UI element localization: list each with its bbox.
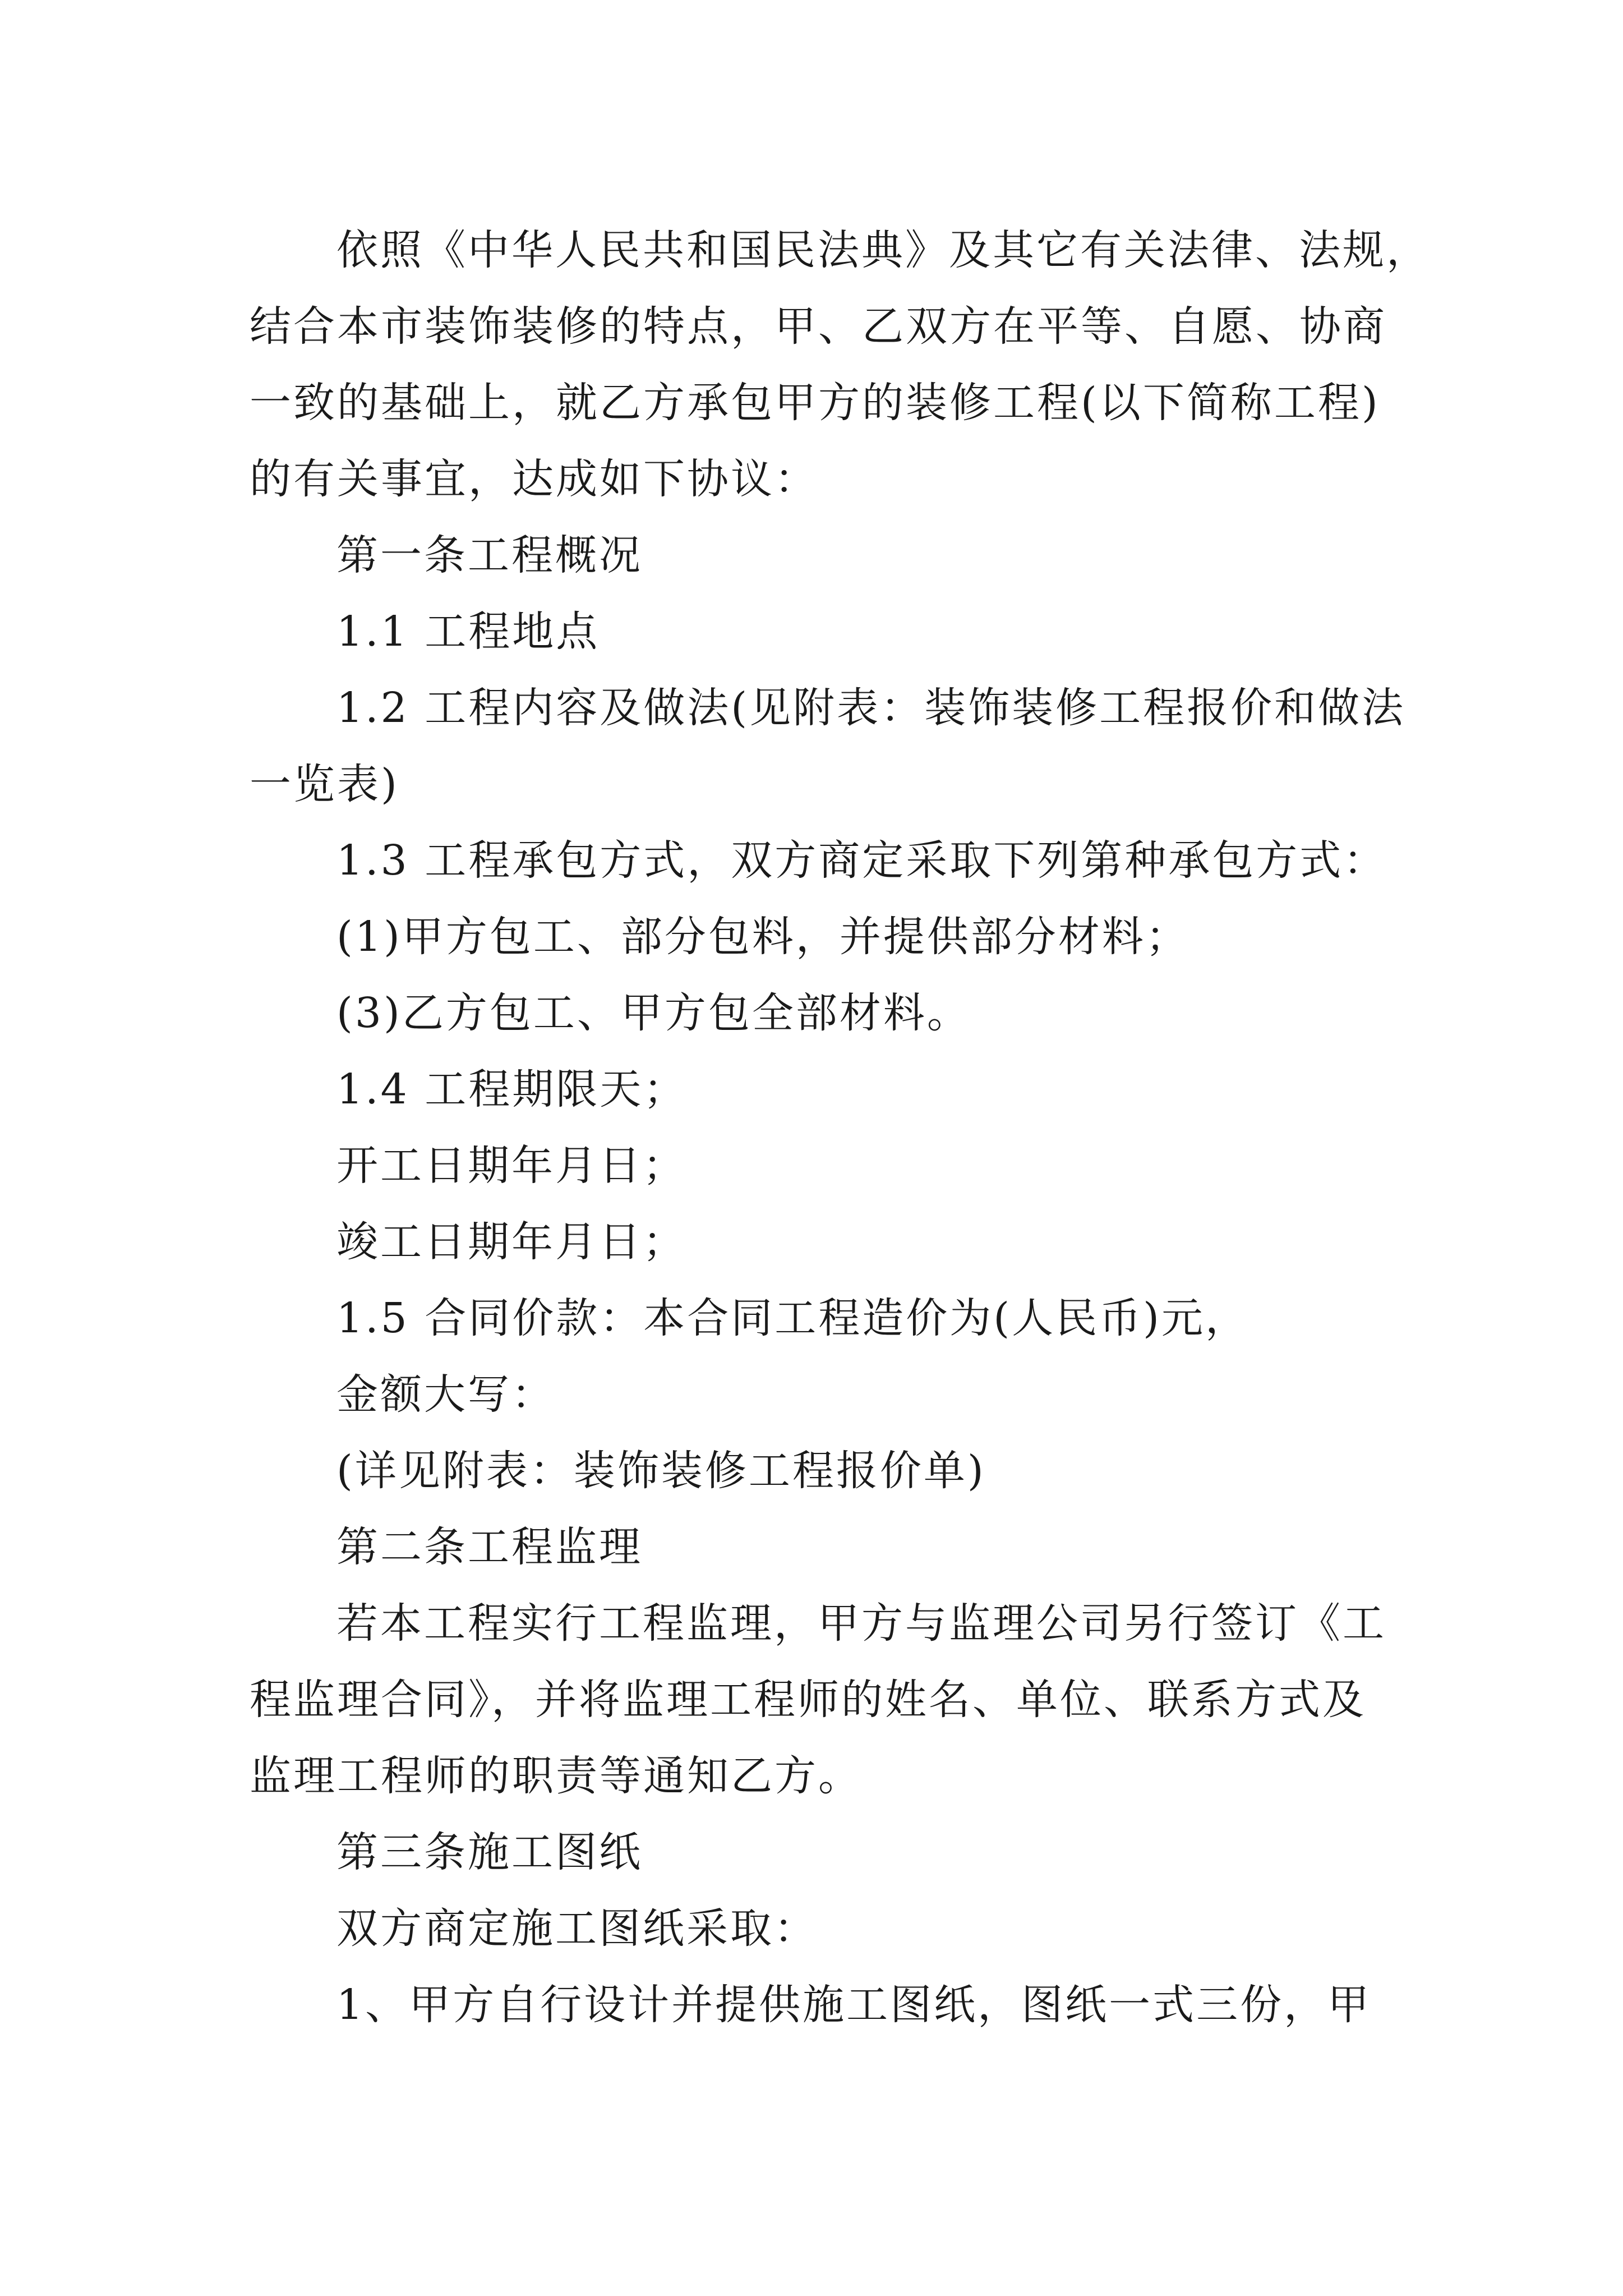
paragraph-line: 1.1 工程地点	[336, 608, 600, 656]
paragraph-line: 的有关事宜，达成如下协议：	[250, 455, 818, 503]
paragraph-line: 一致的基础上，就乙方承包甲方的装修工程(以下简称工程)	[250, 379, 1380, 427]
paragraph-line: 金额大写：	[336, 1370, 555, 1419]
paragraph-line: 竣工日期年月日；	[336, 1218, 686, 1266]
paragraph-line: 若本工程实行工程监理，甲方与监理公司另行签订《工	[336, 1599, 1386, 1648]
paragraph-line: (3)乙方包工、甲方包全部材料。	[336, 989, 971, 1037]
section-heading: 第一条工程概况	[336, 531, 643, 579]
paragraph-line: 1、甲方自行设计并提供施工图纸，图纸一式三份，甲	[336, 1981, 1372, 2029]
paragraph-line: 程监理合同》，并将监理工程师的姓名、单位、联系方式及	[250, 1676, 1366, 1724]
paragraph-line: 依照《中华人民共和国民法典》及其它有关法律、法规，	[336, 226, 1430, 274]
section-heading: 第二条工程监理	[336, 1523, 643, 1571]
section-heading: 第三条施工图纸	[336, 1828, 643, 1876]
paragraph-line: 开工日期年月日；	[336, 1142, 686, 1190]
paragraph-line: 监理工程师的职责等通知乙方。	[250, 1752, 862, 1800]
paragraph-line: 1.4 工程期限天；	[336, 1065, 688, 1114]
paragraph-line: 1.2 工程内容及做法(见附表：装饰装修工程报价和做法	[336, 684, 1406, 732]
paragraph-line: (1)甲方包工、部分包料，并提供部分材料；	[336, 913, 1189, 961]
paragraph-line: 1.5 合同价款：本合同工程造价为(人民币)元，	[336, 1294, 1249, 1342]
paragraph-line: 一览表)	[250, 760, 399, 808]
paragraph-line: 双方商定施工图纸采取：	[336, 1904, 818, 1953]
paragraph-line: 结合本市装饰装修的特点，甲、乙双方在平等、自愿、协商	[250, 302, 1387, 351]
paragraph-line: 1.3 工程承包方式，双方商定采取下列第种承包方式：	[336, 836, 1387, 885]
paragraph-line: (详见附表：装饰装修工程报价单)	[336, 1447, 986, 1495]
